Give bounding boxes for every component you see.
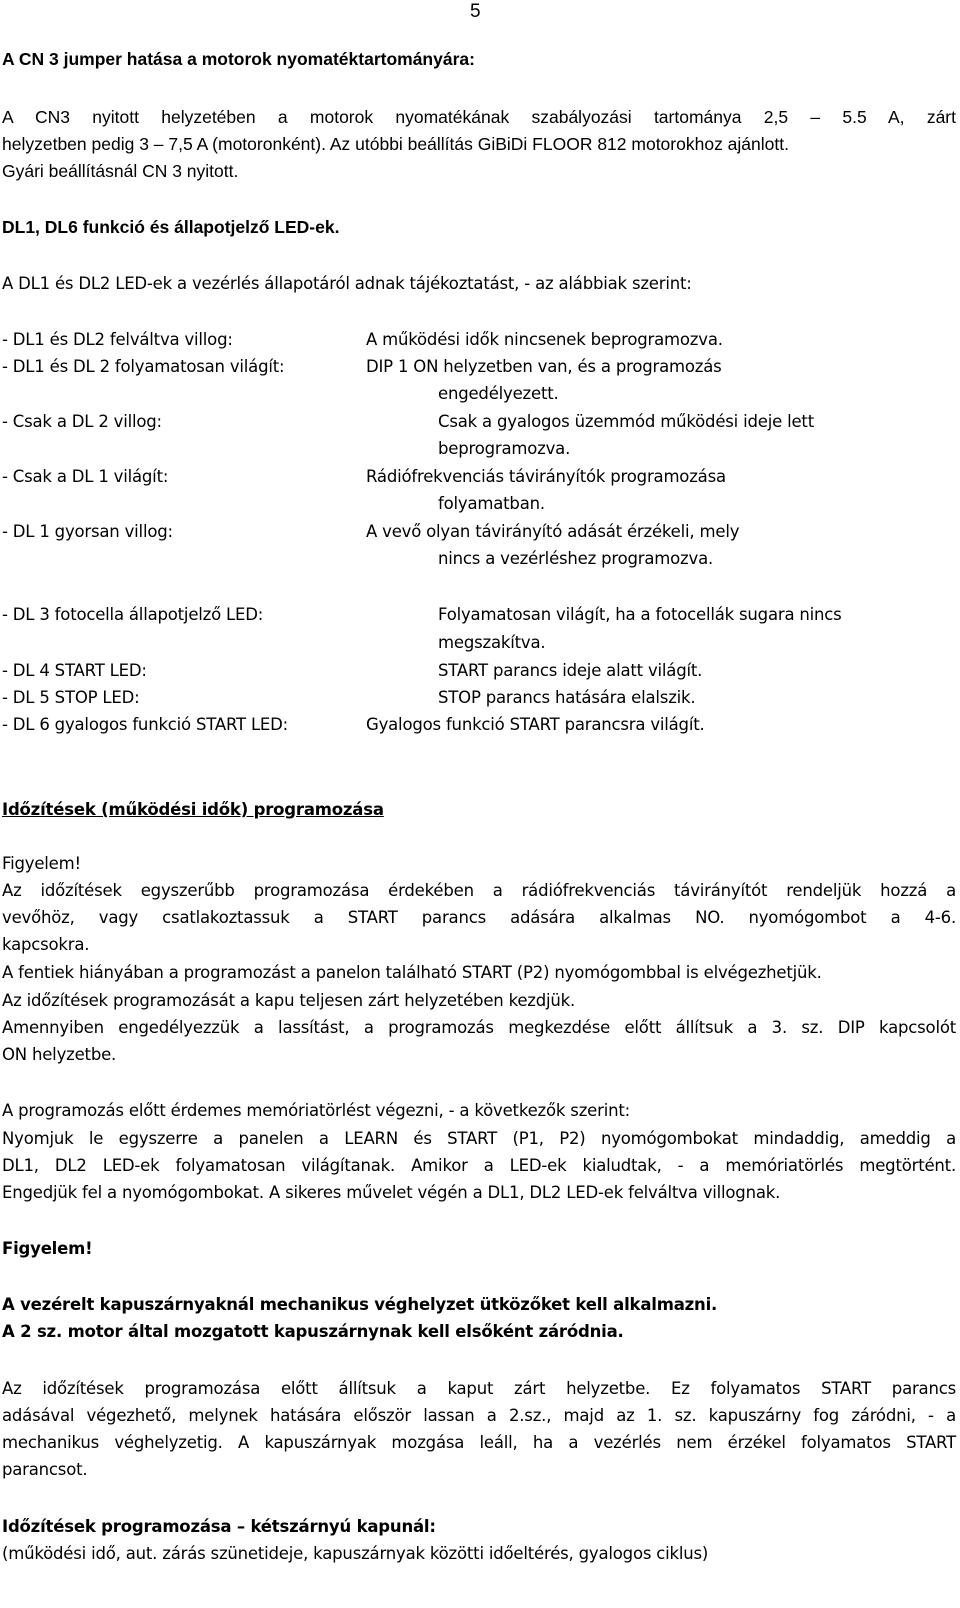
led-item-value: Csak a gyalogos üzemmód működési ideje lett <box>438 412 814 431</box>
led-item-label: - DL 5 STOP LED: <box>2 688 140 707</box>
paragraph-line: Gyári beállításnál CN 3 nyitott. <box>2 161 239 181</box>
warning-line: A vezérelt kapuszárnyaknál mechanikus véghelyzet ütközőket kell alkalmazni. <box>2 1295 718 1314</box>
section-heading-led: DL1, DL6 funkció és állapotjelző LED-ek. <box>2 217 340 237</box>
led-item-label: - Csak a DL 2 villog: <box>2 412 162 431</box>
paragraph-line: Az időzítések programozását a kapu teljesen zárt helyzetében kezdjük. <box>2 991 576 1010</box>
led-item-value: START parancs ideje alatt világít. <box>438 661 703 680</box>
section-heading-two-leaf: Időzítések programozása – kétszárnyú kapunál: <box>2 1517 436 1536</box>
led-item-value-cont: beprogramozva. <box>438 439 571 458</box>
paragraph-line: Engedjük fel a nyomógombokat. A sikeres művelet végén a DL1, DL2 LED-ek felváltva villognak. <box>2 1183 781 1202</box>
led-item-value: DIP 1 ON helyzetben van, és a programozás <box>366 357 722 376</box>
paragraph-line: A CN3 nyitott helyzetében a motorok nyomatékának szabályozási tartománya 2,5 – 5.5 A, zárt <box>2 107 956 127</box>
page-number: 5 <box>470 1 481 22</box>
paragraph-line: Figyelem! <box>2 854 81 873</box>
led-item-value: A működési idők nincsenek beprogramozva. <box>366 330 723 349</box>
led-item-value-cont: engedélyezett. <box>438 384 559 403</box>
paragraph-line: DL1, DL2 LED-ek folyamatosan világítanak. Amikor a LED-ek kialudtak, - a memóriatörlés megtörtént. <box>2 1156 956 1175</box>
paragraph-line: kapcsokra. <box>2 935 90 954</box>
warning-heading: Figyelem! <box>2 1239 93 1258</box>
paragraph-line: Amennyiben engedélyezzük a lassítást, a programozás megkezdése előtt állítsuk a 3. sz. DIP kapcsolót <box>2 1018 956 1037</box>
led-item-label: - DL 3 fotocella állapotjelző LED: <box>2 605 264 624</box>
paragraph-line: vevőhöz, vagy csatlakoztassuk a START parancs adására alkalmas NO. nyomógombot a 4-6. <box>2 908 956 927</box>
paragraph-line: parancsot. <box>2 1460 88 1479</box>
led-item-value: Rádiófrekvenciás távirányítók programozása <box>366 467 726 486</box>
paragraph-line: mechanikus véghelyzetig. A kapuszárnyak mozgása leáll, ha a vezérlés nem érzékel folyamatos START <box>2 1433 956 1452</box>
led-item-label: - DL1 és DL2 felváltva villog: <box>2 330 233 349</box>
led-item-value-cont: folyamatban. <box>438 494 545 513</box>
led-item-value: Gyalogos funkció START parancsra világít. <box>366 715 705 734</box>
paragraph-intro: A DL1 és DL2 LED-ek a vezérlés állapotáról adnak tájékoztatást, - az alábbiak szerint: <box>2 274 692 293</box>
paragraph-line: A fentiek hiányában a programozást a panelon található START (P2) nyomógombbal is elvégezhetjük. <box>2 963 822 982</box>
led-item-label: - Csak a DL 1 világít: <box>2 467 169 486</box>
warning-line: A 2 sz. motor által mozgatott kapuszárnynak kell elsőként záródnia. <box>2 1322 624 1341</box>
paragraph-line: Nyomjuk le egyszerre a panelen a LEARN és START (P1, P2) nyomógombokat mindaddig, ameddig a <box>2 1129 956 1148</box>
led-item-value: STOP parancs hatására elalszik. <box>438 688 696 707</box>
paragraph-line: Az időzítések programozása előtt állítsuk a kaput zárt helyzetbe. Ez folyamatos START parancs <box>2 1379 956 1398</box>
led-item-value-cont: nincs a vezérléshez programozva. <box>438 549 714 568</box>
led-item-label: - DL 1 gyorsan villog: <box>2 522 173 541</box>
led-item-value: A vevő olyan távirányító adását érzékeli, mely <box>366 522 740 541</box>
led-item-label: - DL 4 START LED: <box>2 661 147 680</box>
section-subtitle: (működési idő, aut. zárás szünetideje, kapuszárnyak közötti időeltérés, gyalogos ciklus) <box>2 1544 709 1563</box>
led-item-value: Folyamatosan világít, ha a fotocellák sugara nincs <box>438 605 842 624</box>
led-item-value-cont: megszakítva. <box>438 633 546 652</box>
section-heading-cn3: A CN 3 jumper hatása a motorok nyomatéktartományára: <box>2 49 475 69</box>
section-heading-timing: Időzítések (működési idők) programozása <box>2 800 384 819</box>
paragraph-line: helyzetben pedig 3 – 7,5 A (motoronként). Az utóbbi beállítás GiBiDi FLOOR 812 motorokhoz ajánlott. <box>2 134 789 154</box>
led-item-label: - DL 6 gyalogos funkció START LED: <box>2 715 289 734</box>
paragraph-line: A programozás előtt érdemes memóriatörlést végezni, - a következők szerint: <box>2 1101 630 1120</box>
paragraph-line: adásával végezhető, melynek hatására először lassan a 2.sz., majd az 1. sz. kapuszárny fog záródni, - a <box>2 1406 956 1425</box>
led-item-label: - DL1 és DL 2 folyamatosan világít: <box>2 357 285 376</box>
paragraph-line: ON helyzetbe. <box>2 1045 117 1064</box>
paragraph-line: Az időzítések egyszerűbb programozása érdekében a rádiófrekvenciás távirányítót rendeljük hozzá a <box>2 881 956 900</box>
